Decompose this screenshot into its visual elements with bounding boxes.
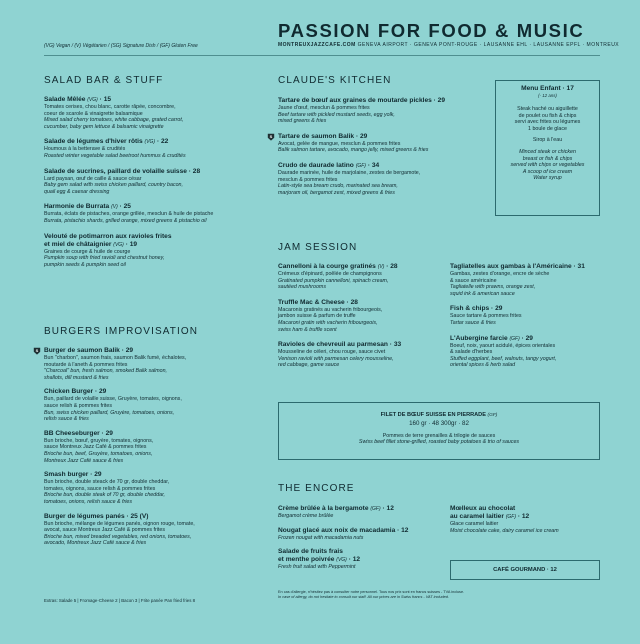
item-name	[44, 168, 274, 176]
item-title-line2: et menthe poivrée	[278, 556, 335, 564]
item-tag: (V)	[377, 264, 385, 270]
item-title: Truffle Mac & Cheese	[278, 298, 345, 306]
item-desc-fr: Bun brioche, double steack de 70 gr, double cheddar,	[44, 479, 170, 486]
item-price: · 29	[433, 97, 445, 104]
item-price: · 25	[119, 203, 131, 211]
filet-box	[278, 402, 600, 460]
item-price: · 29	[355, 132, 368, 140]
item-title: Tartare de saumon Balik	[278, 132, 355, 140]
item-desc-en: Latin-style sea bream crudo, marinated sea bream,	[278, 183, 398, 190]
item-desc-en: Mixed salad cherry tomatoes, white cabbage, grated carrot,	[44, 117, 184, 124]
section-title-burgers: BURGERS IMPROVISATION	[44, 326, 199, 337]
item-name	[278, 527, 428, 535]
item-name	[278, 97, 488, 105]
item-desc-en: mixed greens & fries	[278, 118, 327, 125]
jam-list-left	[278, 263, 446, 377]
menu-item	[278, 97, 488, 125]
item-desc-fr: Houmous à la betterave & crudités	[44, 146, 126, 153]
website-link[interactable]: MONTREUXJAZZCAFE.COM	[278, 42, 356, 48]
item-name	[44, 138, 274, 146]
kids-line: 1 boule de glace	[528, 125, 567, 132]
item-desc-fr: & salade d'herbes	[450, 349, 493, 356]
item-desc-en: Gratinated pumpkin cannelloni, spinach cream,	[278, 277, 389, 284]
item-price: · 12	[348, 556, 361, 564]
item-desc-en: red cabbage, game sauce	[278, 362, 340, 369]
item-desc-fr: coeur de scarole & vinaigrette balsamique	[44, 110, 143, 117]
item-price: · 28	[386, 263, 398, 270]
kids-line-en: breast or fish & chips	[522, 155, 573, 162]
section-title-jam: JAM SESSION	[278, 242, 358, 253]
item-desc-fr: Mousseline de céleri, chou rouge, sauce civet	[278, 349, 386, 356]
item-desc-fr: Boeuf, noix, yaourt acidulé, épices orientales	[450, 342, 556, 349]
item-name	[278, 162, 488, 170]
item-name	[44, 96, 274, 104]
item-desc-en: pumpkin seeds & pumpkin seed oil	[44, 261, 126, 268]
kids-line: Sirop à l'eau	[532, 137, 563, 144]
item-title: Burger de légumes panés	[44, 512, 125, 520]
item-price: · 31	[573, 263, 585, 270]
item-name	[278, 299, 446, 307]
item-price: · 33	[389, 341, 402, 349]
item-tag: (GF)	[509, 335, 520, 342]
item-name	[278, 505, 428, 513]
burger-list	[35, 347, 274, 554]
kids-menu-title: Menu Enfant · 17	[521, 85, 574, 92]
kids-line-en: Water syrup	[533, 175, 562, 182]
kids-line: de poulet ou fish & chips	[518, 112, 577, 119]
item-desc-fr: jambon suisse & parfum de truffe	[278, 313, 356, 320]
item-tag: (GF)	[355, 162, 366, 169]
item-name	[450, 263, 602, 271]
menu-item	[35, 347, 274, 381]
item-title: Crème brûlée à la bergamote	[278, 505, 369, 512]
item-desc-en: cucumber, baby gem lettuce & balsamic vinaigrette	[44, 123, 164, 130]
encore-list-left	[278, 505, 428, 578]
signature-dish-logo-icon	[33, 347, 41, 355]
item-desc-en: avocado, Montreux Jazz Café sauce & fries	[44, 540, 147, 547]
menu-item	[44, 471, 274, 505]
item-price: · 12	[397, 526, 409, 534]
item-desc-en: Balik salmon tartare, avocado, mango jelly, mixed greens & fries	[278, 147, 429, 154]
item-title: Cannelloni à la courge gratinés	[278, 263, 376, 270]
item-desc-fr: Bun brioche, mélange de légumes panés, oignon rouge, tomate,	[44, 520, 195, 527]
item-name	[278, 341, 446, 349]
menu-item	[44, 233, 274, 269]
item-tag: (VG)	[87, 97, 98, 103]
item-name	[44, 430, 274, 438]
section-title-encore: THE ENCORE	[278, 483, 355, 494]
item-desc-fr: Bun "charbon", saumon frais, saumon Balik fumé, échalotes,	[44, 355, 187, 361]
menu-item	[44, 513, 274, 547]
item-desc-fr: Gambas, zestes d'orange, encre de sèche	[450, 271, 550, 277]
item-desc-fr: Lard paysan, œuf de caille & sauce césar	[44, 175, 142, 182]
item-desc-en: Bergamot crème brûlée	[278, 513, 334, 519]
kids-line-en: A scoop of ice cream	[522, 168, 573, 175]
item-desc-en: marjoram oil, bergamot zest, mixed greens & fries	[278, 189, 395, 196]
item-desc-fr: Daurade marinée, huile de marjolaine, zestes de bergamote,	[278, 169, 421, 176]
item-desc-en: Bun, swiss chicken paillard, Gruyère, tomatoes, onions,	[44, 409, 175, 416]
item-title: Burger de saumon Balik	[44, 347, 120, 354]
item-price: · 29	[521, 334, 533, 342]
item-price: · 29	[90, 471, 102, 479]
item-name	[44, 471, 274, 479]
item-tag: (V)	[111, 204, 118, 211]
menu-item	[44, 138, 274, 159]
item-title-line2: et miel de châtaignier	[44, 240, 112, 248]
item-name	[278, 133, 488, 141]
item-tag: (GF)	[370, 506, 381, 512]
item-desc-en: swiss ham & truffle scent	[278, 326, 337, 333]
menu-item	[44, 203, 274, 224]
menu-item	[269, 132, 488, 154]
item-price: · 19	[125, 240, 138, 248]
item-name	[450, 305, 602, 313]
item-desc-en: relish sauce & fries	[44, 416, 89, 423]
item-desc-fr: Graines de courge & huile de courge	[44, 248, 131, 255]
allergy-note-fr: En cas d'allergie, n'hésitez pas à consulter notre personnel. Tous nos prix sont en francs suisses - TVA incluse.	[278, 590, 465, 594]
item-desc-en: oriental spices & herb salad	[450, 362, 516, 369]
item-title: Velouté de potimarron aux ravioles frites	[44, 232, 172, 240]
item-title: Fish & chips	[450, 305, 490, 313]
item-desc-en: Frozen nougat with macadamia nuts	[278, 534, 364, 541]
item-title: Nougat glacé aux noix de macadamia	[278, 526, 396, 534]
kids-age: (- 12 ans)	[538, 92, 557, 98]
item-desc-fr: Jaune d'œuf, mesclun & pommes frites	[278, 105, 370, 111]
item-desc-en: Brioche bun, mixed breaded vegetables, red onions, tomatoes,	[44, 533, 192, 540]
item-desc-en: Moist chocolate cake, dairy caramel ice cream	[450, 527, 559, 534]
section-title-claude: CLAUDE'S KITCHEN	[278, 75, 392, 86]
item-tag: (VG)	[336, 557, 347, 564]
salad-list	[44, 96, 274, 276]
menu-item	[450, 335, 602, 369]
item-name	[44, 233, 274, 249]
item-desc-en: Montreux Jazz Café sauce & fries	[44, 457, 124, 464]
item-desc-en: Tartar sauce & fries	[450, 319, 496, 326]
svg-text:S: S	[269, 133, 273, 139]
item-desc-en: Baby gem salad with swiss chicken paillard, country bacon,	[44, 182, 183, 189]
item-desc-fr: Burrata, éclats de pistaches, orange grillée, mesclun & huile de pistache	[44, 211, 214, 218]
item-desc-fr: sauce Montreux Jazz Café & pommes frites	[44, 444, 147, 451]
locations-line	[278, 42, 619, 48]
item-tag: (VG)	[113, 241, 124, 248]
item-title: Crudo de daurade latino	[278, 161, 354, 169]
item-price: · 25 (V)	[126, 512, 149, 520]
item-desc-fr: Avocat, gelée de mangue, mesclun & pommes frites	[278, 140, 401, 147]
item-price: · 29	[491, 305, 503, 313]
svg-text:S: S	[35, 348, 39, 354]
item-desc-en: Fresh fruit salad with Peppermint	[278, 564, 356, 571]
menu-item	[450, 263, 602, 297]
kids-line: servi avec frites ou légumes	[514, 119, 581, 126]
item-desc-en: Pumpkin soup with fried ravioli and chestnut honey,	[44, 255, 165, 262]
item-desc-fr: mesclun & pommes frites	[278, 176, 338, 183]
menu-item	[450, 305, 602, 326]
menu-item	[278, 505, 428, 520]
filet-desc-en: Swiss beef fillet stone-grilled, roasted baby potatoes & trio of sauces	[358, 439, 520, 446]
kids-line-en: Minced steak or chicken	[519, 148, 576, 155]
item-price: · 12	[517, 513, 530, 520]
allergy-note	[278, 590, 600, 599]
menu-item	[44, 388, 274, 422]
item-desc-fr: Tomates cerises, chou blanc, carotte râpée, concombre,	[44, 104, 176, 110]
item-desc-fr: Macaronis gratinés au vacherin fribourgeois,	[278, 306, 383, 313]
item-title: BB Cheeseburger	[44, 429, 100, 437]
menu-item	[44, 168, 274, 196]
item-name	[44, 513, 274, 521]
menu-item	[278, 299, 446, 333]
item-desc-en: Beef tartare with pickled mustard seeds, egg yolk,	[278, 111, 395, 118]
menu-item	[278, 162, 488, 196]
menu-item	[278, 548, 428, 571]
item-title: Ravioles de chevreuil au parmesan	[278, 341, 388, 349]
item-desc-fr: Glace caramel laitier	[450, 521, 499, 527]
filet-prices: 160 gr · 48 300gr · 82	[409, 419, 469, 427]
item-desc-fr: avocat, sauce Montreux Jazz Café & pommes frites	[44, 527, 165, 534]
item-desc-fr: Crémeux d'épinard, poêlée de champignons	[278, 271, 382, 277]
menu-item	[278, 341, 446, 369]
item-title: Chicken Burger	[44, 388, 94, 396]
item-desc-en: Venison ravioli with parmesan celery mousseline,	[278, 355, 394, 362]
item-tag: (VG)	[144, 139, 156, 146]
item-desc-en: Burrata, pistachio shards, grilled orange, mixed greens & pistachio oil	[44, 217, 207, 224]
item-name	[44, 203, 274, 211]
item-title: Salade de fruits frais	[278, 548, 343, 556]
filet-desc-fr: Pommes de terre grenailles & trilogie de sauces	[382, 432, 496, 439]
item-tag: (GF)	[505, 514, 517, 520]
item-desc-en: Macaroni gratin with vacherin fribourgeois,	[278, 319, 378, 326]
item-desc-fr: & sauce américaine	[450, 277, 497, 284]
item-desc-en: shallots, dill mustard & fries	[44, 374, 109, 381]
item-desc-en: squid ink & american sauce	[450, 290, 515, 297]
item-price: · 28	[346, 298, 358, 306]
item-desc-en: Stuffed eggplant, beef, walnuts, tangy yogurt,	[450, 355, 557, 362]
item-price: · 29	[94, 388, 107, 396]
item-title: Tartare de bœuf aux graines de moutarde pickles	[278, 97, 432, 104]
item-price: · 29	[101, 429, 113, 437]
header-divider	[44, 55, 600, 56]
kids-menu-fr	[496, 106, 599, 144]
jam-list-right	[450, 263, 602, 377]
item-title: L'Aubergine farcie	[450, 334, 508, 342]
signature-dish-logo-icon	[267, 133, 275, 141]
item-title-line2: au caramel laitier	[450, 513, 504, 520]
item-price: · 34	[367, 161, 380, 169]
item-title: Salade de sucrines, paillard de volaille suisse · 28	[44, 167, 201, 175]
item-price: · 15	[99, 96, 112, 103]
item-desc-en: Roasted winter vegetable salad beetroot hummus & crudités	[44, 152, 186, 159]
item-desc-fr: Bun brioche, bœuf, gruyère, tomates, oignons,	[44, 437, 154, 444]
filet-title: FILET DE BŒUF SUISSE EN PIERRADE (GF)	[380, 412, 498, 418]
item-desc-fr: Sauce tartare & pommes frites	[450, 313, 522, 320]
menu-item	[44, 96, 274, 130]
item-desc-fr: Bun, paillard de volaille suisse, Gruyère, tomates, oignons,	[44, 396, 182, 403]
item-desc-en: sautéed mushrooms	[278, 284, 326, 291]
allergy-note-en: In case of allergy, do not hesitate to consult our staff. All our prices are in Swiss francs - VAT included.	[278, 594, 449, 599]
item-desc-en: tomatoes, onions, relish sauce & fries	[44, 498, 133, 505]
menu-item	[450, 505, 602, 534]
item-title: Tagliatelles aux gambas à l'Américaine	[450, 263, 572, 270]
item-name	[44, 388, 274, 396]
item-desc-fr: moutarde à l'aneth & pommes frites	[44, 361, 128, 368]
locations-list: GENEVA AIRPORT · GENEVA PONT-ROUGE · LAUSANNE EHL · LAUSANNE EPFL · MONTREUX	[357, 42, 620, 48]
item-title: Harmonie de Burrata	[44, 203, 110, 211]
item-desc-en: quail egg & caesar dressing	[44, 188, 110, 195]
item-desc-en: Brioche bun, beef, Gruyère, tomatoes, onions,	[44, 450, 153, 457]
item-title: Salade Mêlée	[44, 96, 86, 103]
menu-item	[278, 527, 428, 542]
kids-line: Steak haché ou aiguillette	[517, 106, 578, 112]
extras-line: Extras: Salade 5 | Fromage-Cheese 2 | Bacon 3 | Frite panée Pan fried fries 8	[44, 598, 196, 603]
item-desc-en: Brioche bun, double steak of 70 gr, double cheddar,	[44, 492, 166, 499]
menu-item	[44, 430, 274, 464]
menu-item	[278, 263, 446, 291]
item-title: Salade de légumes d'hiver rôtis	[44, 138, 143, 146]
item-desc-en: Tagliatelle with prawns, orange zest,	[450, 284, 536, 291]
section-title-salad: SALAD BAR & STUFF	[44, 75, 164, 86]
kids-menu-en	[496, 149, 599, 182]
diet-legend: (VG) Vegan / (V) Végétarien / (SG) Signature Dish / (GF) Gluten Free	[44, 43, 198, 49]
page-title: PASSION FOR FOOD & MUSIC	[278, 20, 585, 41]
item-title: Smash burger	[44, 471, 89, 479]
item-price: · 29	[121, 347, 134, 354]
kids-line-en: served with chips or vegetables	[510, 162, 585, 169]
item-desc-fr: tomates, oignons, sauce relish & pommes frites	[44, 485, 156, 492]
claude-list	[269, 97, 488, 204]
item-title: Mœlleux au chocolat	[450, 505, 516, 512]
item-price: · 22	[156, 138, 169, 146]
cafe-gourmand-box: CAFÉ GOURMAND · 12	[450, 560, 600, 580]
kids-menu-box	[495, 80, 600, 216]
item-name	[450, 505, 602, 521]
item-name	[278, 263, 446, 271]
item-name	[44, 347, 274, 355]
item-name	[450, 335, 602, 343]
item-price: · 12	[382, 505, 394, 512]
item-desc-fr: sauce relish & pommes frites	[44, 402, 113, 409]
encore-list-right	[450, 505, 602, 541]
item-desc-en: "Charcoal" bun, fresh salmon, smoked Balik salmon,	[44, 368, 167, 375]
item-name	[278, 548, 428, 564]
